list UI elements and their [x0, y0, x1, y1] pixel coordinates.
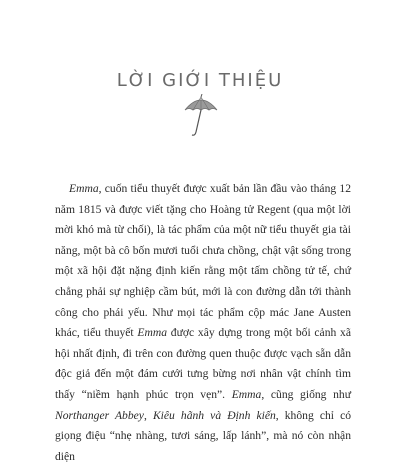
book-title-kieu-hanh: Kiêu hãnh và Định kiến — [152, 408, 276, 422]
book-title-northanger-abbey: Northanger Abbey — [55, 408, 144, 422]
chapter-title: LỜI GIỚI THIỆU — [116, 70, 284, 92]
book-title-emma: Emma — [137, 326, 168, 340]
intro-paragraph — [55, 179, 351, 467]
paragraph-text: , không chỉ có giọng điệu “nhẹ nhàng, tươi sáng, lấp lánh”, mà nó còn nhận diện — [55, 408, 352, 463]
paragraph-text: , cuốn tiểu thuyết được xuất bản lần đầu vào tháng 12 năm 1815 và được viết tặng cho Hoàng tử Regent (qua một lời mời khó mà từ chối), là tác phẩm của một nữ tiểu thuyết gia tài năng, một bà cô bốn mươi tuổi chưa chồng, chật vật sống trong một xã hội đặt nặng định kiến rằng một tấm chồng tử tế, chứ chẳng phải sự nghiệp cầm bút, mới là con đường dẫn tới thành công cho phái yếu. Như mọi tác phẩm cộp mác Jane Austen khác, tiểu thuyết — [55, 182, 351, 340]
paragraph-text: , — [143, 408, 153, 422]
intro-body-text — [55, 179, 351, 467]
book-title-emma: Emma — [69, 182, 99, 195]
book-title-emma: Emma — [231, 387, 262, 401]
paragraph-text: được xây dựng trong một bối cảnh xã hội nhất định, đi trên con đường quen thuộc được vạch sẵn dẫn độc giả đến một đám cưới tưng bừng nơi nhân vật chính tìm thấy “niềm hạnh phúc trọn vẹn”. — [55, 326, 351, 401]
umbrella-icon — [183, 94, 219, 138]
paragraph-text: , cũng giống như — [261, 387, 351, 401]
